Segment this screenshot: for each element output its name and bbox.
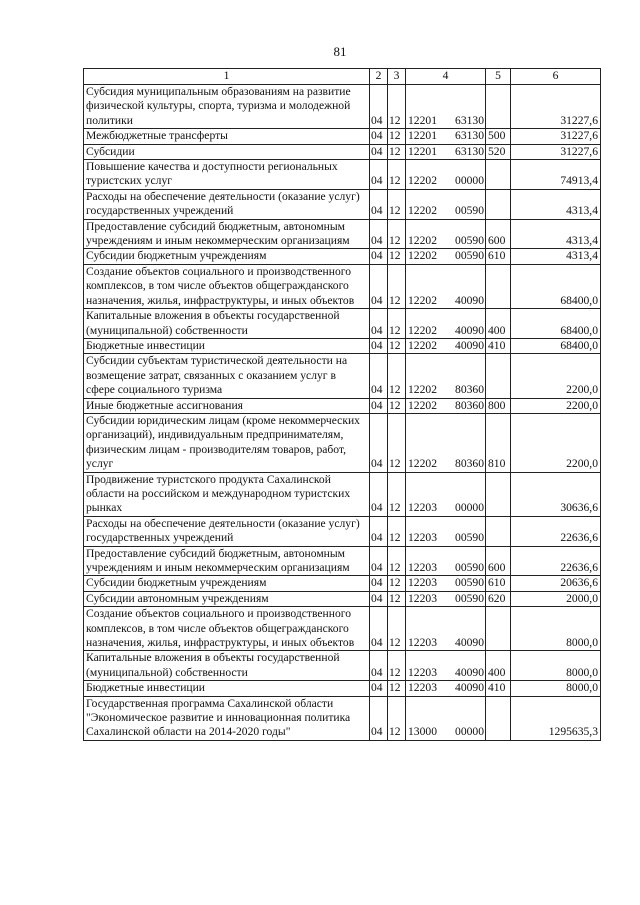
target-code-program: 12202 [408,457,437,471]
header-cell: 1 [84,69,370,85]
row-sum-cell: 68400,0 [511,338,601,353]
target-code-direction: 40090 [455,323,484,337]
row-sum-cell: 31227,6 [511,129,601,144]
table-row [84,472,601,516]
table-row [84,219,601,249]
row-expense-type-cell: 800 [486,398,511,413]
row-target-code-cell [406,413,486,472]
row-name-cell: Повышение качества и доступности региональных туристских услуг [84,160,370,190]
target-code-direction: 00590 [455,576,484,590]
row-sum-cell: 2200,0 [511,398,601,413]
target-code-program: 12203 [408,501,437,515]
target-code-program: 12203 [408,636,437,650]
row-subsection-cell: 12 [388,472,406,516]
target-code-program: 12202 [408,204,437,218]
row-expense-type-cell [486,516,511,546]
target-code-direction: 63130 [455,129,484,143]
row-subsection-cell: 12 [388,189,406,219]
row-expense-type-cell [486,189,511,219]
target-code-program: 12202 [408,174,437,188]
row-subsection-cell: 12 [388,129,406,144]
row-sum-cell: 8000,0 [511,651,601,681]
row-name-cell: Субсидия муниципальным образованиям на развитие физической культуры, спорта, туризма и молодежной политики [84,85,370,129]
target-code-program: 12202 [408,398,437,412]
header-cell: 6 [511,69,601,85]
row-name-cell: Межбюджетные трансферты [84,129,370,144]
target-code-direction: 40090 [455,293,484,307]
target-code-direction: 00590 [455,561,484,574]
target-code-program: 12202 [408,338,437,352]
row-target-code-cell [406,338,486,353]
target-code-direction: 00590 [455,249,484,263]
row-target-code-cell [406,264,486,308]
row-section-cell: 04 [370,189,388,219]
row-name-cell: Предоставление субсидий бюджетным, автономным учреждениям и иным некоммерческим организациям [84,219,370,249]
target-code-program: 12202 [408,249,437,263]
row-sum-cell: 22636,6 [511,546,601,576]
target-code-program: 12201 [408,129,437,143]
row-expense-type-cell: 620 [486,591,511,606]
row-subsection-cell: 12 [388,219,406,249]
row-expense-type-cell: 810 [486,413,511,472]
row-section-cell: 04 [370,249,388,264]
table-row [84,309,601,339]
row-target-code-cell [406,516,486,546]
row-section-cell: 04 [370,309,388,339]
row-subsection-cell: 12 [388,576,406,591]
row-subsection-cell: 12 [388,651,406,681]
row-sum-cell: 31227,6 [511,85,601,129]
target-code-direction: 00590 [455,531,484,545]
row-expense-type-cell [486,607,511,651]
row-expense-type-cell: 600 [486,219,511,249]
page-number: 81 [333,44,347,59]
row-sum-cell: 30636,6 [511,472,601,516]
table-row [84,338,601,353]
row-target-code-cell [406,85,486,129]
row-sum-cell: 4313,4 [511,249,601,264]
row-name-cell: Субсидии бюджетным учреждениям [84,576,370,591]
row-section-cell: 04 [370,591,388,606]
target-code-program: 12202 [408,293,437,307]
table-row [84,696,601,740]
table-row [84,413,601,472]
row-subsection-cell: 12 [388,607,406,651]
target-code-program: 12202 [408,323,437,337]
target-code-program: 12203 [408,665,437,679]
row-section-cell: 04 [370,681,388,696]
header-cell: 4 [406,69,486,85]
row-name-cell: Субсидии бюджетным учреждениям [84,249,370,264]
row-expense-type-cell: 610 [486,249,511,264]
header-cell: 3 [388,69,406,85]
row-sum-cell: 4313,4 [511,219,601,249]
row-sum-cell: 2200,0 [511,413,601,472]
row-sum-cell: 4313,4 [511,189,601,219]
target-code-direction: 63130 [455,144,484,158]
table-row [84,129,601,144]
table-row [84,681,601,696]
row-target-code-cell [406,309,486,339]
row-sum-cell: 2200,0 [511,354,601,398]
row-sum-cell: 8000,0 [511,607,601,651]
row-expense-type-cell [486,160,511,190]
row-section-cell: 04 [370,516,388,546]
row-expense-type-cell [486,472,511,516]
row-section-cell: 04 [370,144,388,159]
row-name-cell: Расходы на обеспечение деятельности (оказание услуг) государственных учреждений [84,189,370,219]
budget-table [83,68,601,741]
row-section-cell: 04 [370,160,388,190]
row-target-code-cell [406,681,486,696]
row-subsection-cell: 12 [388,354,406,398]
row-expense-type-cell: 520 [486,144,511,159]
row-target-code-cell [406,591,486,606]
row-target-code-cell [406,651,486,681]
row-name-cell: Бюджетные инвестиции [84,338,370,353]
target-code-direction: 40090 [455,681,484,695]
target-code-direction: 40090 [455,665,484,679]
row-subsection-cell: 12 [388,309,406,339]
row-subsection-cell: 12 [388,264,406,308]
row-subsection-cell: 12 [388,591,406,606]
row-name-cell: Капитальные вложения в объекты государственной (муниципальной) собственности [84,651,370,681]
row-sum-cell: 20636,6 [511,576,601,591]
row-target-code-cell [406,189,486,219]
table-row [84,651,601,681]
target-code-program: 12201 [408,144,437,158]
table-row [84,546,601,576]
row-target-code-cell [406,607,486,651]
row-target-code-cell [406,576,486,591]
row-section-cell: 04 [370,696,388,740]
row-section-cell: 04 [370,398,388,413]
target-code-direction: 63130 [455,113,484,127]
row-target-code-cell [406,696,486,740]
row-sum-cell: 1295635,3 [511,696,601,740]
row-subsection-cell: 12 [388,398,406,413]
row-name-cell: Предоставление субсидий бюджетным, автономным учреждениям и иным некоммерческим организациям [84,546,370,576]
row-sum-cell: 31227,6 [511,144,601,159]
row-subsection-cell: 12 [388,144,406,159]
target-code-direction: 00590 [455,234,484,248]
row-section-cell: 04 [370,472,388,516]
row-target-code-cell [406,472,486,516]
row-expense-type-cell: 610 [486,576,511,591]
table-row [84,264,601,308]
row-sum-cell: 68400,0 [511,309,601,339]
row-expense-type-cell: 400 [486,651,511,681]
table-row [84,576,601,591]
target-code-direction: 00000 [455,174,484,188]
row-section-cell: 04 [370,413,388,472]
row-expense-type-cell: 400 [486,309,511,339]
table-row [84,398,601,413]
target-code-direction: 40090 [455,636,484,650]
row-section-cell: 04 [370,576,388,591]
table-row [84,85,601,129]
row-target-code-cell [406,219,486,249]
row-expense-type-cell [486,264,511,308]
target-code-program: 12203 [408,591,437,605]
target-code-direction: 80360 [455,383,484,397]
row-section-cell: 04 [370,129,388,144]
row-subsection-cell: 12 [388,681,406,696]
row-name-cell: Создание объектов социального и производственного комплексов, в том числе объектов общегражданского назначения, жилья, инфраструктуры, и иных объектов [84,607,370,651]
target-code-program: 13000 [408,725,437,739]
header-cell: 2 [370,69,388,85]
row-target-code-cell [406,144,486,159]
row-name-cell: Государственная программа Сахалинской области "Экономическое развитие и инновационная политика Сахалинской области на 2014-2020 годы" [84,696,370,740]
row-name-cell: Расходы на обеспечение деятельности (оказание услуг) государственных учреждений [84,516,370,546]
row-section-cell: 04 [370,85,388,129]
target-code-direction: 40090 [455,338,484,352]
target-code-program: 12203 [408,561,437,574]
row-subsection-cell: 12 [388,546,406,576]
row-subsection-cell: 12 [388,516,406,546]
row-target-code-cell [406,129,486,144]
row-expense-type-cell: 410 [486,681,511,696]
row-subsection-cell: 12 [388,249,406,264]
table-header-row [84,69,601,85]
target-code-program: 12201 [408,113,437,127]
row-expense-type-cell: 500 [486,129,511,144]
row-section-cell: 04 [370,354,388,398]
row-expense-type-cell [486,354,511,398]
row-expense-type-cell: 600 [486,546,511,576]
target-code-program: 12202 [408,234,437,248]
table-row [84,144,601,159]
row-subsection-cell: 12 [388,160,406,190]
target-code-direction: 80360 [455,457,484,471]
target-code-direction: 00000 [455,501,484,515]
header-cell: 5 [486,69,511,85]
row-subsection-cell: 12 [388,338,406,353]
row-target-code-cell [406,546,486,576]
table-row [84,189,601,219]
row-subsection-cell: 12 [388,413,406,472]
row-target-code-cell [406,249,486,264]
row-section-cell: 04 [370,338,388,353]
table-row [84,607,601,651]
table-row [84,160,601,190]
table-row [84,516,601,546]
row-name-cell: Продвижение туристского продукта Сахалинской области на российском и международном туристских рынках [84,472,370,516]
row-name-cell: Капитальные вложения в объекты государственной (муниципальной) собственности [84,309,370,339]
table-row [84,591,601,606]
row-expense-type-cell [486,85,511,129]
row-target-code-cell [406,160,486,190]
target-code-program: 12203 [408,681,437,695]
row-target-code-cell [406,398,486,413]
row-section-cell: 04 [370,546,388,576]
row-sum-cell: 8000,0 [511,681,601,696]
row-sum-cell: 74913,4 [511,160,601,190]
row-section-cell: 04 [370,607,388,651]
row-expense-type-cell: 410 [486,338,511,353]
row-sum-cell: 68400,0 [511,264,601,308]
table-body [84,85,601,741]
table-row [84,354,601,398]
row-name-cell: Создание объектов социального и производственного комплексов, в том числе объектов общегражданского назначения, жилья, инфраструктуры, и иных объектов [84,264,370,308]
row-section-cell: 04 [370,219,388,249]
target-code-program: 12203 [408,576,437,590]
row-expense-type-cell [486,696,511,740]
row-sum-cell: 22636,6 [511,516,601,546]
target-code-program: 12203 [408,531,437,545]
table-row [84,249,601,264]
row-name-cell: Субсидии юридическим лицам (кроме некоммерческих организаций), индивидуальным предпринимателям, физическим лицам - производителям товаров, работ, услуг [84,413,370,472]
target-code-direction: 80360 [455,398,484,412]
row-section-cell: 04 [370,264,388,308]
row-subsection-cell: 12 [388,696,406,740]
target-code-program: 12202 [408,383,437,397]
target-code-direction: 00000 [455,725,484,739]
row-subsection-cell: 12 [388,85,406,129]
row-name-cell: Субсидии автономным учреждениям [84,591,370,606]
row-name-cell: Иные бюджетные ассигнования [84,398,370,413]
target-code-direction: 00590 [455,204,484,218]
row-sum-cell: 2000,0 [511,591,601,606]
row-name-cell: Бюджетные инвестиции [84,681,370,696]
row-section-cell: 04 [370,651,388,681]
target-code-direction: 00590 [455,591,484,605]
row-target-code-cell [406,354,486,398]
row-name-cell: Субсидии [84,144,370,159]
row-name-cell: Субсидии субъектам туристической деятельности на возмещение затрат, связанных с оказанием услуг в сфере социального туризма [84,354,370,398]
